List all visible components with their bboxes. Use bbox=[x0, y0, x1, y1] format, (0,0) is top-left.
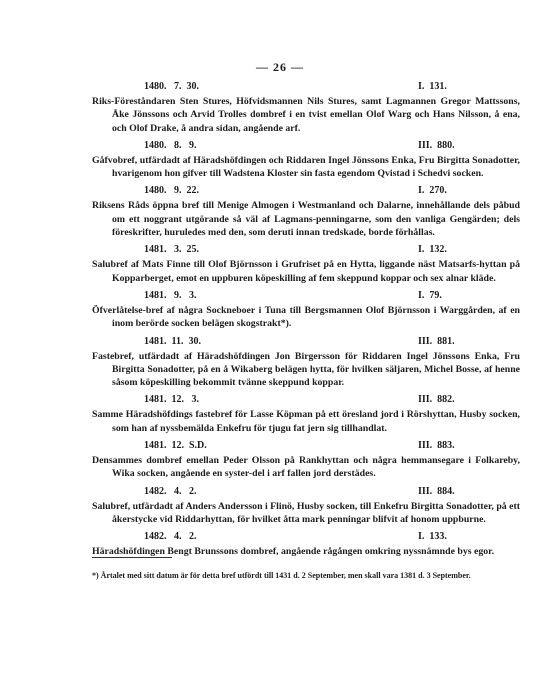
entry-reference: I. 270. bbox=[418, 185, 447, 197]
entry-date: 1482. 4. 2. bbox=[144, 531, 197, 543]
page-number: — 26 — bbox=[256, 60, 304, 74]
entry-text: Öfverlåtelse-bref af några Sockneboer i Tuna till Bergsmannen Olof Björnsson i Warggården, af en inom berörde socken belägen skogstrakt*). bbox=[92, 304, 520, 330]
entry-text: Fastebref, utfärdadt af Häradshöfdingen Jon Birgersson för Riddaren Ingel Jönssons Enka, Fru Birgitta Sonadotter, på en å Wikaberg belägen hytta, för hvilken säljaren, Michel Bosse, af henne såsom köpeskilling bekommit tvänne skeppund koppar. bbox=[92, 350, 520, 389]
entry-text: Gåfvobref, utfärdadt af Häradshöfdingen och Riddaren Ingel Jönssons Enka, Fru Birgitta Sonadotter, hvarigenom hon gifver till Wadstena Kloster sin fasta egendom Qvistad i Schedvi socken. bbox=[92, 154, 520, 180]
entry-date: 1481. 11. 30. bbox=[144, 335, 201, 347]
register-entry bbox=[92, 81, 520, 135]
register-entry bbox=[92, 486, 520, 527]
entry-date: 1481. 3. 25. bbox=[144, 244, 199, 256]
entry-date: 1481. 12. 3. bbox=[144, 394, 199, 406]
entry-text: Salubref, utfärdadt af Anders Andersson i Flinö, Husby socken, till Enkefru Birgitta Sonadotter, på ett åkerstycke vid Riddarhyttan, för hvilket åtta mark penningar blifvit af honom uppburne. bbox=[92, 500, 520, 525]
entry-text: Riksens Råds öppna bref till Menige Almogen i Westmanland och Dalarne, innehållande dels påbud om ett noggrant utgörande så väl af Lagmans-penningarne, som den vanliga Gengärden; dels föreskrifter, huruledes med den, som deruti innan tredskade, borde förhållas. bbox=[92, 200, 520, 239]
entry-reference: I. 132. bbox=[418, 244, 447, 256]
entry-reference: III. 884. bbox=[418, 485, 455, 497]
entry-reference: III. 880. bbox=[418, 139, 455, 151]
entry-date: 1481. 12. S.D. bbox=[144, 440, 207, 452]
entry-header bbox=[92, 185, 520, 199]
entry-header bbox=[92, 440, 520, 454]
entry-date: 1481. 9. 3. bbox=[144, 289, 197, 301]
footnote: *) Årtalet med sitt datum är för detta bref utfördt till 1431 d. 2 September, men skall vara 1381 d. 3 September. bbox=[92, 571, 471, 580]
register-entry bbox=[92, 140, 520, 181]
entry-reference: III. 881. bbox=[418, 335, 455, 347]
entry-header bbox=[92, 336, 520, 350]
entry-reference: III. 883. bbox=[418, 440, 455, 452]
entry-header bbox=[92, 394, 520, 408]
entry-date: 1482. 4. 2. bbox=[144, 485, 197, 497]
entry-text: Densammes dombref emellan Peder Olsson på Rankhyttan och några hemmansegare i Folkareby, Wika socken, angående en syster-del i arf fallen jord derstädes. bbox=[92, 455, 520, 480]
entry-text: Riks-Föreståndaren Sten Stures, Höfvidsmannen Nils Stures, samt Lagmannen Gregor Mattssons, Åke Jönssons och Arvid Trolles dombref i en tvist emellan Olof Warg och Hans Nilsson, å ena, och Olof Drake, å andra sidan, angående arf. bbox=[92, 96, 520, 134]
register-entry bbox=[92, 394, 520, 435]
entry-header bbox=[92, 290, 520, 304]
entry-header bbox=[92, 531, 520, 545]
register-entries bbox=[92, 81, 520, 564]
entry-reference: I. 79. bbox=[418, 289, 442, 301]
entry-date: 1480. 9. 22. bbox=[144, 185, 199, 197]
entry-header bbox=[92, 486, 520, 500]
entry-reference: I. 133. bbox=[418, 531, 447, 543]
register-entry bbox=[92, 290, 520, 331]
entry-reference: I. 131. bbox=[418, 81, 447, 92]
entry-header bbox=[92, 81, 520, 95]
entry-text: Salubref af Mats Finne till Olof Björnsson i Grufriset på en Hytta, liggande näst Matsarfs-hyttan på Kopparberget, emot en uppburen köpeskilling af fem skeppund koppar och sex alnar kläde. bbox=[92, 259, 520, 284]
entry-reference: III. 882. bbox=[418, 394, 455, 406]
register-entry bbox=[92, 440, 520, 481]
entry-date: 1480. 7. 30. bbox=[144, 81, 199, 92]
entry-date: 1480. 8. 9. bbox=[144, 139, 197, 151]
entry-text: Samme Häradshöfdings fastebref för Lasse Köpman på ett öresland jord i Rörshyttan, Husby socken, som han af nyssbemälda Enkefru för tjugu fat jern sig tillhandlat. bbox=[92, 409, 520, 434]
register-entry bbox=[92, 185, 520, 239]
register-entry bbox=[92, 244, 520, 285]
entry-text: Häradshöfdingen Bengt Brunssons dombref, angående rågången omkring nyssnämnde bys egor. bbox=[92, 546, 495, 558]
entry-header bbox=[92, 244, 520, 258]
entry-header bbox=[92, 140, 520, 154]
footnote-rule bbox=[92, 557, 172, 558]
register-entry bbox=[92, 336, 520, 390]
register-entry bbox=[92, 531, 520, 558]
